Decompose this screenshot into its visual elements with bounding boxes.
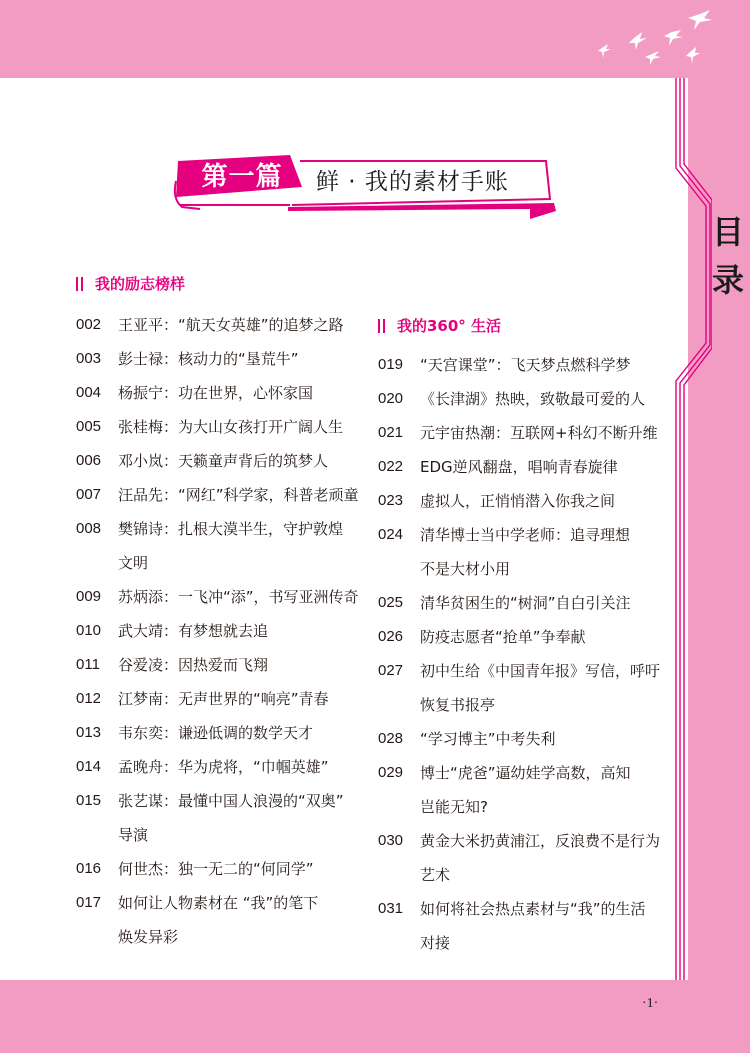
toc-label: 目录 <box>711 213 744 299</box>
section-bar-icon <box>378 319 380 333</box>
toc-entry-text: 何世杰：独一无二的“何同学” <box>118 860 314 878</box>
toc-entry[interactable] <box>378 756 668 824</box>
toc-entry-text: 韦东奕：谦逊低调的数学天才 <box>118 724 314 742</box>
toc-entry-text: 焕发异彩 <box>118 928 179 946</box>
toc-entry-text: 如何将社会热点素材与“我”的生活 <box>420 900 646 918</box>
toc-entry-page: 019 <box>378 356 404 373</box>
toc-entry-text: 岂能无知? <box>420 798 488 816</box>
page-number: ·1· <box>642 996 659 1011</box>
toc-entry-text: 樊锦诗：扎根大漠半生，守护敦煌 <box>118 520 344 538</box>
toc-entry[interactable] <box>76 342 366 376</box>
section-title-life: 我的360° 生活 <box>378 314 501 338</box>
toc-entry-page: 002 <box>76 316 102 333</box>
toc-entry-page: 011 <box>76 656 100 673</box>
toc-entry[interactable] <box>76 444 366 478</box>
toc-entry[interactable] <box>378 382 668 416</box>
toc-entry-page: 023 <box>378 492 404 509</box>
toc-entry[interactable] <box>378 586 668 620</box>
toc-entry-page: 030 <box>378 832 404 849</box>
toc-entry-page: 029 <box>378 764 404 781</box>
toc-entry[interactable] <box>378 518 668 586</box>
birds-icon <box>572 8 722 76</box>
chapter-title: 鲜 · 我的素材手账 <box>316 169 509 195</box>
toc-entry-page: 010 <box>76 622 102 639</box>
toc-entry-text: 谷爱凌：因热爱而飞翔 <box>118 656 269 674</box>
toc-entry-text: 苏炳添：一飞冲“添”，书写亚洲传奇 <box>118 588 359 606</box>
toc-entry-page: 027 <box>378 662 404 679</box>
toc-entry[interactable] <box>76 580 366 614</box>
toc-entry-page: 004 <box>76 384 102 401</box>
toc-entry[interactable] <box>76 750 366 784</box>
toc-entry-page: 016 <box>76 860 102 877</box>
toc-entry-page: 022 <box>378 458 404 475</box>
toc-entry-page: 021 <box>378 424 404 441</box>
toc-entry-page: 025 <box>378 594 404 611</box>
toc-entry-page: 003 <box>76 350 102 367</box>
toc-entry-text: 《长津湖》热映，致敬最可爱的人 <box>420 390 646 408</box>
toc-entry[interactable] <box>378 348 668 382</box>
toc-entry-page: 031 <box>378 900 404 917</box>
toc-entry-page: 024 <box>378 526 404 543</box>
toc-entry[interactable] <box>378 450 668 484</box>
entry-list-inspiration <box>76 308 366 954</box>
toc-entry-text: 不是大材小用 <box>420 560 511 578</box>
toc-entry-page: 015 <box>76 792 102 809</box>
toc-entry-text: 江梦南：无声世界的“响亮”青春 <box>118 690 329 708</box>
toc-entry[interactable] <box>76 478 366 512</box>
toc-entry-text: 文明 <box>118 554 149 572</box>
toc-entry-text: “学习博主”中考失利 <box>420 730 556 748</box>
toc-entry-page: 012 <box>76 690 102 707</box>
toc-entry-text: 邓小岚：天籁童声背后的筑梦人 <box>118 452 329 470</box>
toc-entry-text: 彭士禄：核动力的“垦荒牛” <box>118 350 299 368</box>
toc-entry[interactable] <box>378 484 668 518</box>
toc-entry[interactable] <box>378 722 668 756</box>
toc-entry-text: 汪品先：“网红”科学家，科普老顽童 <box>118 486 359 504</box>
toc-entry-text: 恢复书报亭 <box>420 696 496 714</box>
toc-entry-text: 黄金大米扔黄浦江，反浪费不是行为 <box>420 832 661 850</box>
toc-entry-text: 防疫志愿者“抢单”争奉献 <box>420 628 586 646</box>
toc-entry-text: 如何让人物素材在 “我”的笔下 <box>118 894 319 912</box>
top-pink-band <box>0 0 750 78</box>
toc-entry-text: 孟晚舟：华为虎将，“巾帼英雄” <box>118 758 329 776</box>
toc-entry-text: 导演 <box>118 826 149 844</box>
toc-entry-page: 014 <box>76 758 102 775</box>
toc-entry-text: 博士“虎爸”逼幼娃学高数，高知 <box>420 764 631 782</box>
toc-entry-text: 清华博士当中学老师：追寻理想 <box>420 526 631 544</box>
toc-entry-page: 013 <box>76 724 102 741</box>
toc-entry-page: 007 <box>76 486 102 503</box>
toc-entry[interactable] <box>378 620 668 654</box>
toc-entry-text: 虚拟人，正悄悄潜入你我之间 <box>420 492 616 510</box>
toc-entry[interactable] <box>76 682 366 716</box>
toc-entry-text: 王亚平：“航天女英雄”的追梦之路 <box>118 316 344 334</box>
toc-entry[interactable] <box>378 892 668 960</box>
toc-entry-page: 006 <box>76 452 102 469</box>
toc-entry[interactable] <box>76 784 366 852</box>
toc-entry[interactable] <box>76 308 366 342</box>
toc-entry[interactable] <box>378 416 668 450</box>
section-bar-icon <box>81 277 83 291</box>
toc-entry[interactable] <box>378 654 668 722</box>
toc-entry-page: 005 <box>76 418 102 435</box>
toc-entry[interactable] <box>76 410 366 444</box>
toc-entry-page: 009 <box>76 588 102 605</box>
toc-entry-text: 杨振宁：功在世界，心怀家国 <box>118 384 314 402</box>
toc-entry-text: 张桂梅：为大山女孩打开广阔人生 <box>118 418 344 436</box>
toc-entry[interactable] <box>76 648 366 682</box>
toc-entry-page: 028 <box>378 730 404 747</box>
toc-entry-text: 元宇宙热潮：互联网+科幻不断升维 <box>420 424 658 442</box>
toc-entry-page: 020 <box>378 390 404 407</box>
toc-entry-text: 对接 <box>420 934 451 952</box>
toc-entry-text: 艺术 <box>420 866 451 884</box>
section-bar-icon <box>76 277 78 291</box>
toc-entry[interactable] <box>76 376 366 410</box>
toc-entry-text: 清华贫困生的“树洞”自白引关注 <box>420 594 631 612</box>
section-title-inspiration: 我的励志榜样 <box>76 272 185 296</box>
toc-entry-text: 武大靖：有梦想就去追 <box>118 622 269 640</box>
toc-entry[interactable] <box>76 614 366 648</box>
toc-entry-page: 008 <box>76 520 102 537</box>
entry-list-life <box>378 348 668 960</box>
toc-entry[interactable] <box>76 716 366 750</box>
toc-entry-page: 026 <box>378 628 404 645</box>
chapter-tag: 第一篇 <box>201 162 283 192</box>
toc-entry-text: EDG逆风翻盘，唱响青春旋律 <box>420 458 618 476</box>
toc-entry-text: “天宫课堂”：飞天梦点燃科学梦 <box>420 356 631 374</box>
toc-entry[interactable] <box>76 852 366 886</box>
toc-entry[interactable] <box>76 886 366 954</box>
section-bar-icon <box>383 319 385 333</box>
toc-entry-text: 张艺谋：最懂中国人浪漫的“双奥” <box>118 792 344 810</box>
toc-entry[interactable] <box>76 512 366 580</box>
toc-entry[interactable] <box>378 824 668 892</box>
toc-entry-page: 017 <box>76 894 102 911</box>
toc-entry-text: 初中生给《中国青年报》写信，呼吁 <box>420 662 661 680</box>
